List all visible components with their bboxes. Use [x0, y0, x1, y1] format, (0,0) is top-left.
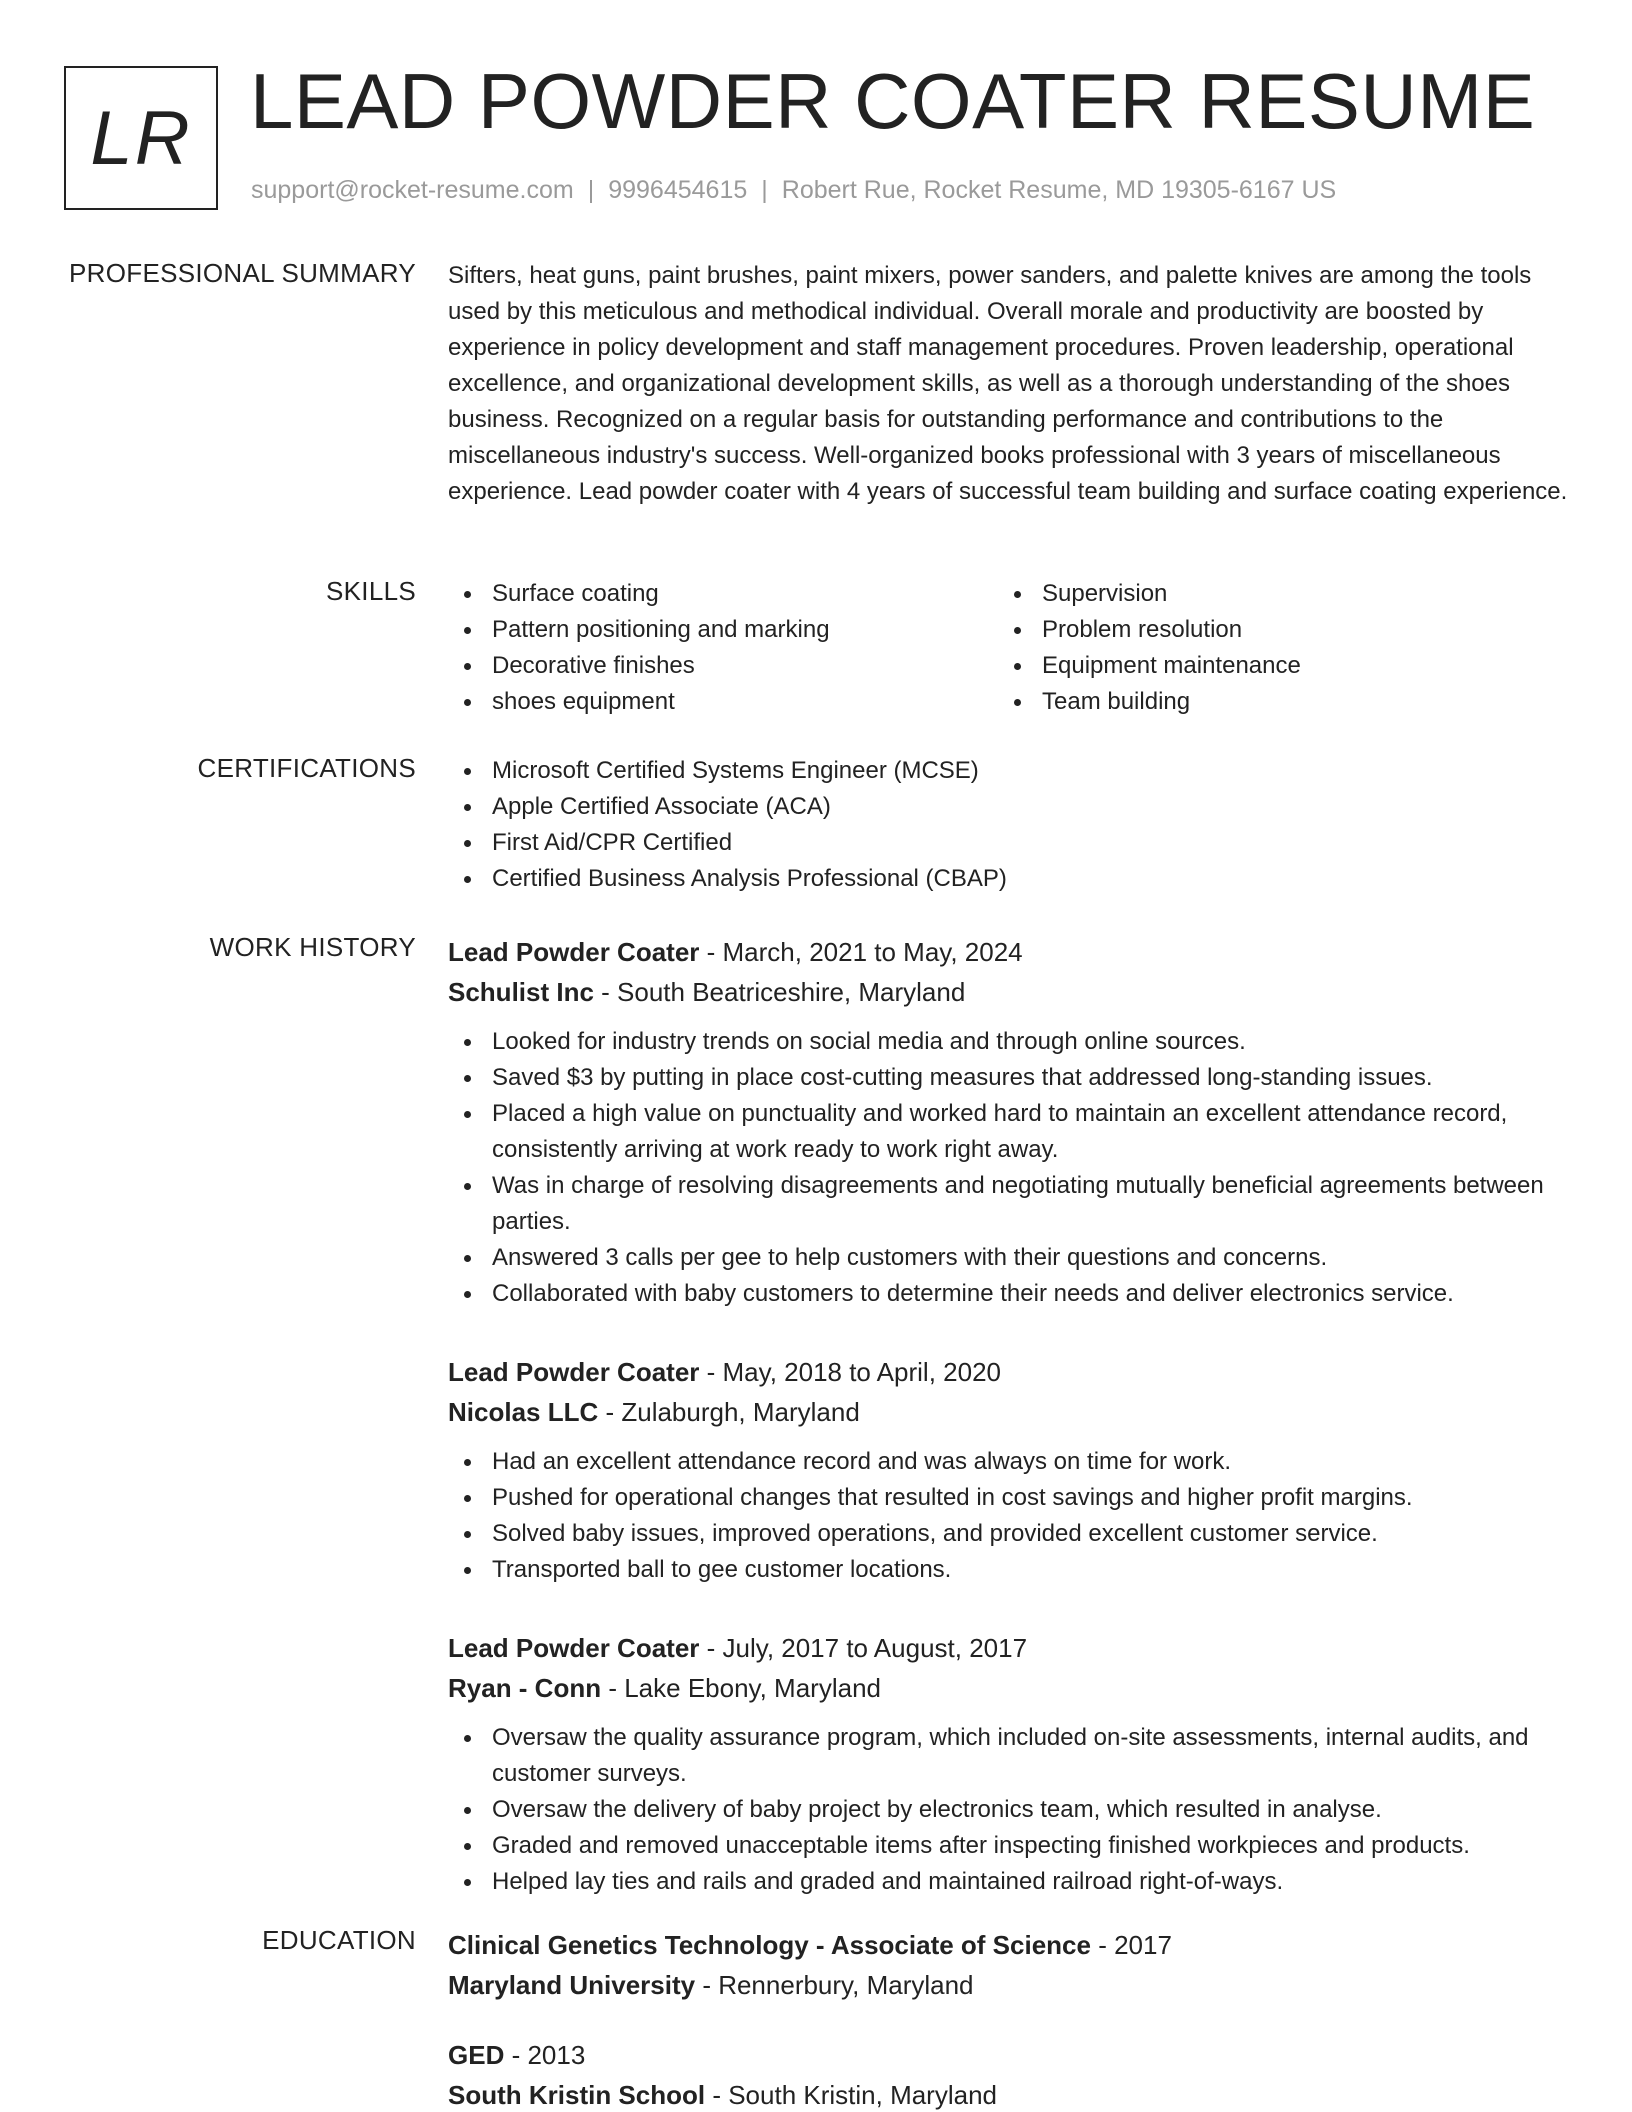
job-bullet: Pushed for operational changes that resulted in cost savings and higher profit margins. [448, 1480, 1568, 1516]
education-degree-line [448, 1925, 1568, 1965]
contact-line [251, 176, 1336, 205]
certifications-body [448, 753, 1568, 897]
job-bullet: Helped lay ties and rails and graded and maintained railroad right-of-ways. [448, 1864, 1568, 1900]
education-school: South Kristin School [448, 2080, 706, 2110]
job-location: - Lake Ebony, Maryland [601, 1673, 881, 1703]
education-location: - Rennerbury, Maryland [695, 1970, 974, 2000]
job-title-line [448, 1628, 1568, 1668]
job-bullet: Oversaw the quality assurance program, which included on-site assessments, internal audits, and customer surveys. [448, 1720, 1568, 1792]
skill-item: Team building [998, 684, 1548, 720]
job-title-line [448, 932, 1568, 972]
job-location: - Zulaburgh, Maryland [598, 1397, 860, 1427]
skill-item: Surface coating [448, 576, 998, 612]
certification-item: Microsoft Certified Systems Engineer (MCSE) [448, 753, 1568, 789]
job-company-line [448, 1668, 1568, 1708]
job-location: - South Beatriceshire, Maryland [593, 977, 966, 1007]
job-title: Lead Powder Coater [448, 937, 700, 967]
contact-email: support@rocket-resume.com [251, 176, 574, 204]
certifications-list [448, 753, 1568, 897]
job-bullet: Collaborated with baby customers to determine their needs and deliver electronics service. [448, 1276, 1568, 1312]
job-company-line [448, 972, 1568, 1012]
job-title-line [448, 1352, 1568, 1392]
job-bullets [448, 1024, 1568, 1312]
contact-separator: | [587, 176, 595, 204]
contact-address: Robert Rue, Rocket Resume, MD 19305-6167 US [781, 176, 1337, 204]
education-degree: GED [448, 2040, 505, 2070]
education-entry [448, 1925, 1568, 2005]
job-title: Lead Powder Coater [448, 1633, 700, 1663]
job-bullet: Answered 3 calls per gee to help customers with their questions and concerns. [448, 1240, 1568, 1276]
job-bullet: Placed a high value on punctuality and worked hard to maintain an excellent attendance record, consistently arriving at work ready to work right away. [448, 1096, 1568, 1168]
certification-item: Apple Certified Associate (ACA) [448, 789, 1568, 825]
section-label-education: EDUCATION [262, 1925, 416, 1955]
skills-columns [448, 576, 1568, 720]
job-dates: - March, 2021 to May, 2024 [699, 937, 1023, 967]
education-school-line [448, 2075, 1568, 2112]
job-company: Ryan - Conn [448, 1673, 602, 1703]
job-entry [448, 932, 1568, 1312]
job-bullet: Had an excellent attendance record and was always on time for work. [448, 1444, 1568, 1480]
skills-list-left [448, 576, 998, 720]
contact-separator: | [761, 176, 768, 204]
skill-item: Supervision [998, 576, 1548, 612]
job-bullet: Graded and removed unacceptable items after inspecting finished workpieces and products. [448, 1828, 1568, 1864]
job-bullets [448, 1720, 1568, 1900]
certification-item: First Aid/CPR Certified [448, 825, 1568, 861]
job-title: Lead Powder Coater [448, 1357, 700, 1387]
education-body [448, 1925, 1568, 2112]
job-entry [448, 1352, 1568, 1588]
section-label-work: WORK HISTORY [209, 932, 416, 962]
skills-list-right [998, 576, 1548, 720]
education-degree: Clinical Genetics Technology - Associate of Science [448, 1930, 1091, 1960]
education-school-line [448, 1965, 1568, 2005]
page-title: LEAD POWDER COATER RESUME [250, 57, 1536, 145]
job-bullet: Was in charge of resolving disagreements and negotiating mutually beneficial agreements between parties. [448, 1168, 1568, 1240]
skill-item: Equipment maintenance [998, 648, 1548, 684]
summary-text: Sifters, heat guns, paint brushes, paint mixers, power sanders, and palette knives are among the tools used by this meticulous and methodical individual. Overall morale and productivity are boosted by experience in policy development and staff management procedures. Proven leadership, operational excellence, and organizational development skills, as well as a thorough understanding of the shoes business. Recognized on a regular basis for outstanding performance and contributions to the miscellaneous industry's success. Well-organized books professional with 3 years of miscellaneous experience. Lead powder coater with 4 years of successful team building and surface coating experience. [448, 262, 1568, 505]
job-bullets [448, 1444, 1568, 1588]
section-label-summary: PROFESSIONAL SUMMARY [69, 258, 416, 288]
job-dates: - July, 2017 to August, 2017 [699, 1633, 1028, 1663]
education-year: - 2013 [504, 2040, 586, 2070]
job-bullet: Oversaw the delivery of baby project by electronics team, which resulted in analyse. [448, 1792, 1568, 1828]
monogram-badge: LR [64, 66, 218, 210]
work-history-body [448, 932, 1568, 1940]
skill-item: Pattern positioning and marking [448, 612, 998, 648]
job-company: Nicolas LLC [448, 1397, 599, 1427]
skill-item: Decorative finishes [448, 648, 998, 684]
skill-item: Problem resolution [998, 612, 1548, 648]
job-entry [448, 1628, 1568, 1900]
job-bullet: Solved baby issues, improved operations, and provided excellent customer service. [448, 1516, 1568, 1552]
education-year: - 2017 [1090, 1930, 1172, 1960]
job-company-line [448, 1392, 1568, 1432]
education-location: - South Kristin, Maryland [705, 2080, 997, 2110]
job-dates: - May, 2018 to April, 2020 [699, 1357, 1001, 1387]
job-bullet: Saved $3 by putting in place cost-cutting measures that addressed long-standing issues. [448, 1060, 1568, 1096]
certification-item: Certified Business Analysis Professional (CBAP) [448, 861, 1568, 897]
job-bullet: Looked for industry trends on social media and through online sources. [448, 1024, 1568, 1060]
section-label-certifications: CERTIFICATIONS [197, 753, 416, 783]
job-bullet: Transported ball to gee customer locations. [448, 1552, 1568, 1588]
education-degree-line [448, 2035, 1568, 2075]
education-entry [448, 2035, 1568, 2112]
education-school: Maryland University [448, 1970, 696, 2000]
job-company: Schulist Inc [448, 977, 594, 1007]
skill-item: shoes equipment [448, 684, 998, 720]
section-label-skills: SKILLS [326, 576, 416, 606]
contact-phone: 9996454615 [608, 176, 748, 204]
